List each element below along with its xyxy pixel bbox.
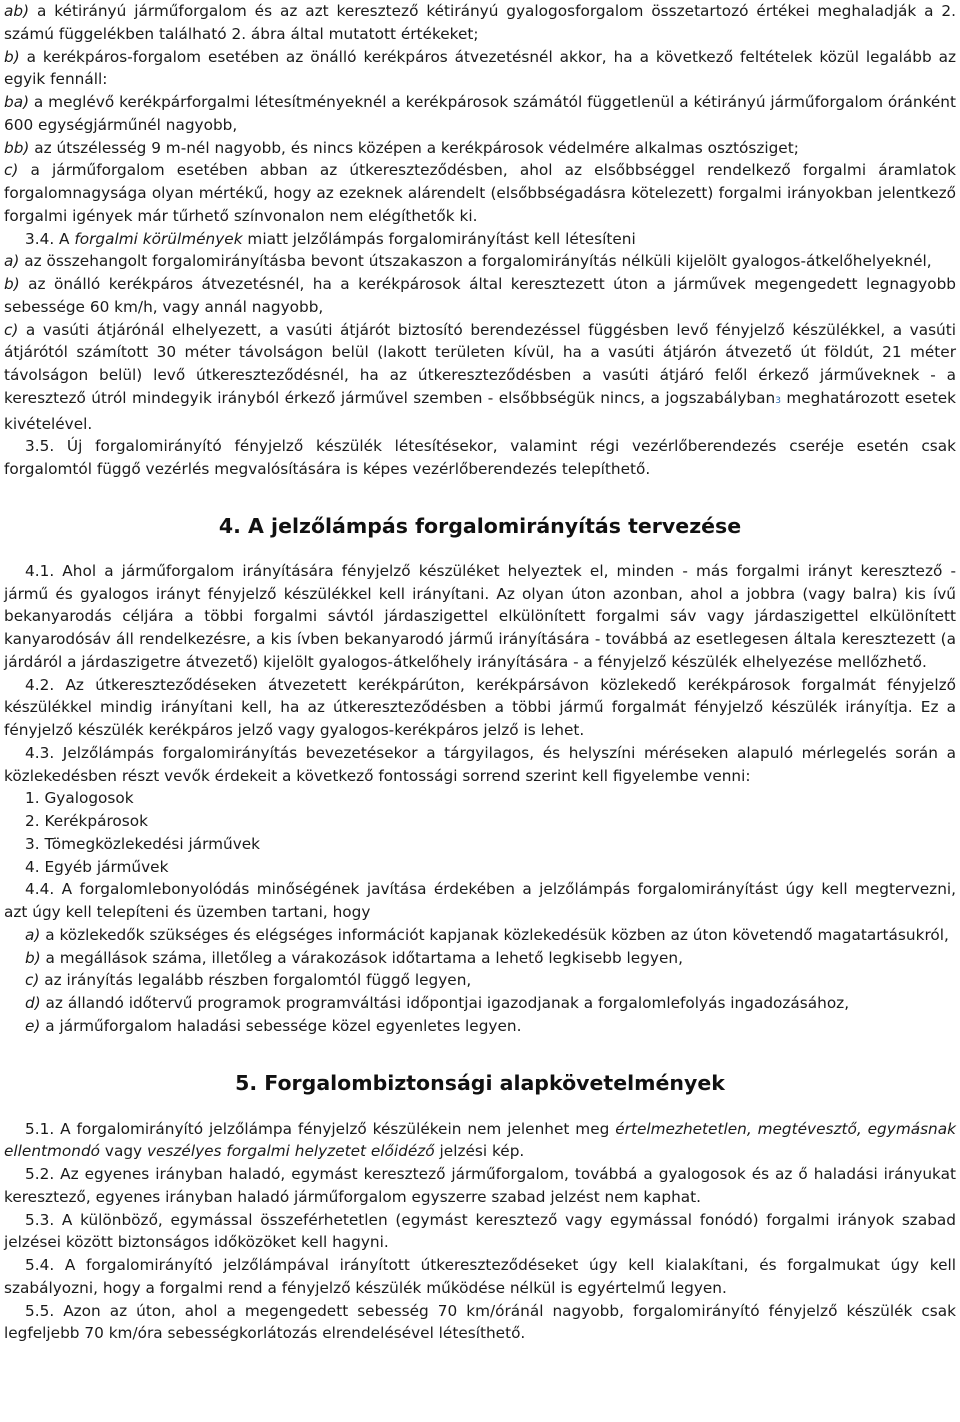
paragraph-text: az összehangolt forgalomirányításba bevont útszakaszon a forgalomirányítás nélküli kijelölt gyalogos-átkelőhelyeknél, [19, 252, 932, 271]
paragraph-text: a közlekedők szükséges és elégséges információt kapjanak közlekedésük közben az úton követendő magatartásukról, [40, 925, 949, 944]
paragraph-text: az állandó időtervű programok programváltási időpontjai igazodjanak a forgalomlefolyás ingadozásához, [40, 994, 850, 1012]
paragraph-4-4-e [4, 1015, 956, 1038]
list-item: 4. Egyéb járművek [25, 857, 169, 876]
paragraph-bb [4, 137, 956, 160]
item-label: ab) [4, 2, 30, 20]
paragraph-ab [4, 0, 956, 46]
list-item: 2. Kerékpárosok [25, 812, 148, 830]
item-label: bb) [4, 138, 30, 157]
paragraph-4-4-a [4, 924, 956, 947]
paragraph-3-4-a [4, 250, 956, 273]
paragraph-text: 3.4. A [25, 229, 75, 248]
item-label: ba) [4, 93, 30, 111]
paragraph-5-3: 5.3. A különböző, egymással összeférhetetlen (egymást keresztező vagy egymással fonódó) forgalmi irányok szabad jelzései között biztonságos időközöket kell hagyni. [4, 1210, 956, 1252]
list-item: 1. Gyalogosok [25, 789, 134, 808]
paragraph-3-5: 3.5. Új forgalomirányító fényjelző készülék létesítésekor, valamint régi vezérlőberendezés cseréje esetén csak forgalomtól függő vezérlés megvalósítására is képes vezérlőberendezés telepíthető. [4, 437, 956, 478]
item-label: b) [25, 948, 41, 967]
paragraph-text: a kétirányú járműforgalom és az azt keresztező kétirányú gyalogosforgalom összetartozó értékei meghaladják a 2. számú függelékben található 2. ábra által mutatott értékeket; [4, 2, 956, 43]
paragraph-3-4-b [4, 273, 956, 319]
paragraph-text: a meglévő kerékpárforgalmi létesítményeknél a kerékpárosok számától függetlenül a kétirányú járműforgalom óránként 600 egységjárműnél nagyobb, [4, 93, 956, 134]
paragraph-4-2: 4.2. Az útkereszteződéseken átvezetett kerékpárúton, kerékpársávon közlekedő kerékpárosok forgalmát fényjelző készülékkel mindig irányítani kell, ha az útkereszteződésben a többi jármű forgalmát fényjelző készülék irányítja. Ez a fényjelző készülék kerékpáros jelző vagy gyalogos-kerékpáros jelző is lehet. [4, 675, 956, 739]
emphasis-text: forgalmi körülmények [74, 229, 243, 248]
paragraph-text: 5.1. A forgalomirányító jelzőlámpa fényjelző készülékein nem jelenhet meg [25, 1119, 616, 1138]
paragraph-3-4 [4, 228, 956, 251]
paragraph-text: a kerékpáros-forgalom esetében az önálló kerékpáros átvezetésnél akkor, ha a következő feltételek közül legalább az egyik fennáll: [4, 47, 956, 89]
list-item: 3. Tömegközlekedési járművek [25, 834, 261, 853]
paragraph-text: a vasúti átjárónál elhelyezett, a vasúti átjárót biztosító berendezéssel függésben levő fényjelző készülékkel, a vasúti átjárótól számított 30 méter távolságon belül (lakott területen kívül, ha a vasúti átjárón átvezető út földút, 21 méter távolságon belül) levő útkereszteződésnél, ha az útkereszteződésben a vasúti átjáró felől érkező járműveknek - a keresztező útról mindegyik irányból érkező járművel szemben - elsőbbségük nincs, a jogszabályban [4, 320, 956, 407]
paragraph-4-4: 4.4. A forgalomlebonyolódás minőségének javítása érdekében a jelzőlámpás forgalomirányítást úgy kell megtervezni, azt úgy kell telepíteni és üzemben tartani, hogy [4, 880, 956, 921]
item-label: e) [25, 1016, 41, 1035]
paragraph-b [4, 46, 956, 92]
paragraph-4-4-d [4, 992, 956, 1015]
emphasis-text: értelmezhetetlen, megtévesztő, egymásnak ellentmondó [4, 1119, 956, 1161]
paragraph-text: meghatározott esetek kivételével. [4, 388, 956, 433]
paragraph-5-4: 5.4. A forgalomirányító jelzőlámpával irányított útkereszteződéseket úgy kell kialakítani, és forgalmukat úgy kell szabályozni, hogy a forgalmi rend a fényjelző készülék működése nélkül is egyértelmű legyen. [4, 1256, 956, 1297]
paragraph-4-1: 4.1. Ahol a járműforgalom irányítására fényjelző készüléket helyeztek el, minden - más forgalmi irányt keresztező - jármű és gyalogos irányt fényjelző készülékkel kell irányítani. Az olyan úton azonban, ahol a jobbra (vagy balra) kis ívű bekanyarodás céljára a többi forgalmi sávtól járdaszigettel elkülönített forgalmi sáv vagy járdaszigettel elkülönített kanyarodósáv áll rendelkezésre, a kis ívben bekanyarodó jármű irányítására - továbbá az esetlegesen általa keresztezett (a járdáról a járdaszigetre átvezető) kijelölt gyalogos-átkelőhely irányítására - a fényjelző készülék elhelyezése mellőzhető. [4, 561, 956, 671]
item-label: a) [4, 252, 20, 271]
paragraph-text: jelzési kép. [434, 1142, 525, 1161]
paragraph-4-4-c [4, 969, 956, 992]
paragraph-ba [4, 91, 956, 137]
paragraph-text: az útszélesség 9 m-nél nagyobb, és nincs középen a kerékpárosok védelmére alkalmas osztósziget; [29, 138, 799, 157]
item-label: b) [4, 275, 20, 293]
paragraph-text: a megállások száma, illetőleg a várakozások időtartama a lehető legkisebb legyen, [40, 948, 683, 967]
paragraph-5-2: 5.2. Az egyenes irányban haladó, egymást keresztező járműforgalom, továbbá a gyalogosok és az ő haladási irányukat keresztező, egyenes irányban haladó járműforgalom egyszerre szabad jelzést nem kaphat. [4, 1165, 956, 1206]
paragraph-c [4, 159, 956, 227]
paragraph-5-1 [4, 1118, 956, 1164]
paragraph-5-5: 5.5. Azon az úton, ahol a megengedett sebesség 70 km/óránál nagyobb, forgalomirányító fényjelző készülék csak legfeljebb 70 km/óra sebességkorlátozás elrendelésével létesíthető. [4, 1301, 956, 1343]
item-label: b) [4, 47, 20, 66]
section-heading-5: 5. Forgalombiztonsági alapkövetelmények [235, 1070, 725, 1095]
paragraph-text: vagy [100, 1142, 147, 1161]
footnote-reference-link[interactable]: 3 [775, 395, 781, 406]
paragraph-4-3: 4.3. Jelzőlámpás forgalomirányítás bevezetésekor a tárgyilagos, és helyszíni méréseken alapuló mérlegelés során a közlekedésben részt vevők érdekeit a következő fontossági sorrend szerint kell figyelembe venni: [4, 743, 956, 785]
item-label: d) [25, 994, 41, 1012]
paragraph-text: a járműforgalom haladási sebessége közel egyenletes legyen. [40, 1016, 522, 1035]
item-label: c) [4, 161, 19, 180]
paragraph-text: miatt jelzőlámpás forgalomirányítást kell létesíteni [242, 229, 636, 248]
item-label: c) [25, 971, 40, 990]
paragraph-4-4-b [4, 947, 956, 970]
paragraph-text: a járműforgalom esetében abban az útkereszteződésben, ahol az elsőbbséggel rendelkező forgalmi áramlatok forgalomnagysága olyan mértékű, hogy az ezeknek alárendelt (elsőbbségadásra kötelezett) forgalmi irányokban jelentkező forgalmi igények már tűrhető színvonalon nem elégíthetők ki. [4, 161, 956, 225]
paragraph-text: az önálló kerékpáros átvezetésnél, ha a kerékpárosok által keresztezett úton a járművek megengedett legnagyobb sebessége 60 km/h, vagy annál nagyobb, [4, 275, 956, 316]
item-label: a) [25, 925, 41, 944]
section-heading-4: 4. A jelzőlámpás forgalomirányítás tervezése [218, 513, 742, 538]
item-label: c) [4, 320, 19, 339]
paragraph-text: az irányítás legalább részben forgalomtól függő legyen, [39, 971, 472, 990]
emphasis-text: veszélyes forgalmi helyzetet előidéző [146, 1142, 435, 1161]
paragraph-3-4-c [4, 319, 956, 436]
